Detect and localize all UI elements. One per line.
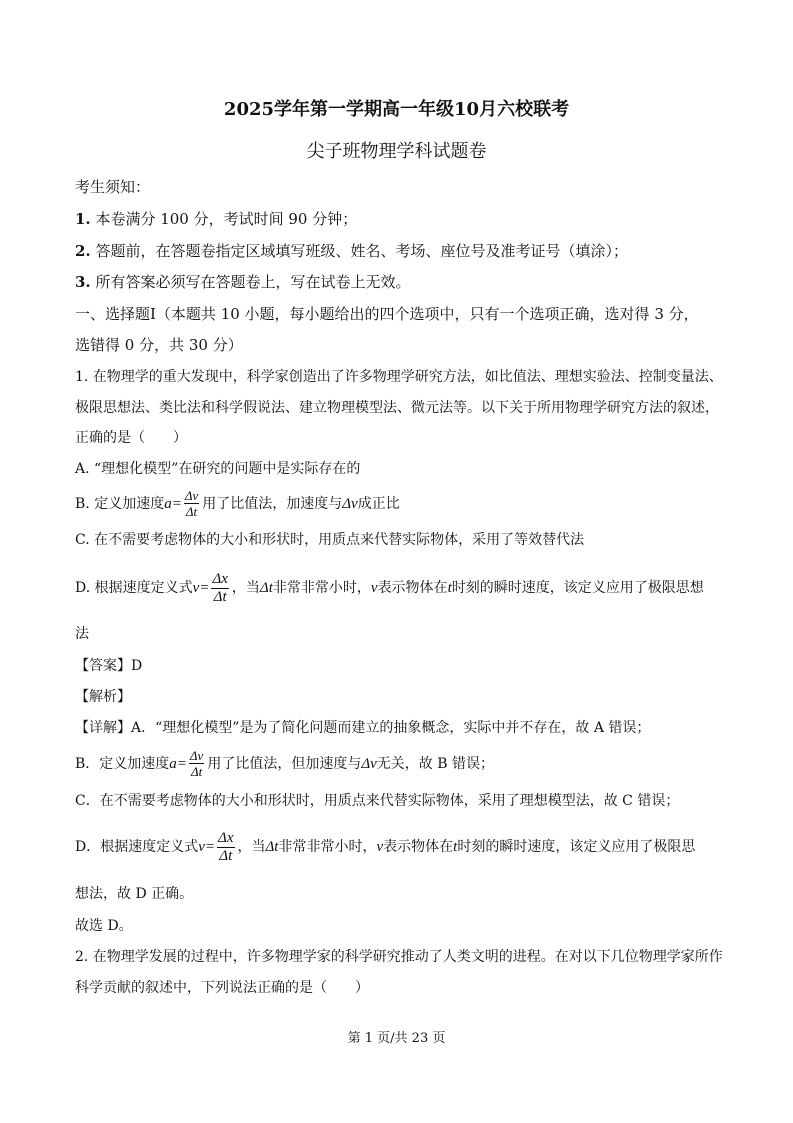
fraction-numerator: Δx xyxy=(218,829,234,846)
fraction-numerator: Δx xyxy=(212,570,228,587)
q1-detail-b-middle: 用了比值法，但加速度与 xyxy=(207,756,362,772)
q2-stem-line2: 科学贡献的叙述中，下列说法正确的是（ ） xyxy=(75,980,369,996)
fraction-numerator: Δv xyxy=(189,748,204,763)
q1-detail-b-a: a xyxy=(169,756,177,772)
q1-option-b xyxy=(75,486,400,522)
notice-item-1 xyxy=(75,210,357,228)
q1-option-a: A. “理想化模型”在研究的问题中是实际存在的 xyxy=(75,461,361,477)
q1-analysis-label: 【解析】 xyxy=(75,689,131,705)
q2-stem-line1: 2. 在物理学发展的过程中，许多物理学家的科学研究推动了人类文明的进程。在对以下几位物理学家所作 xyxy=(75,949,723,965)
exam-subtitle: 尖子班物理学科试题卷 xyxy=(306,141,487,162)
notice-text-3: 所有答案必须写在答题卷上，写在试卷上无效。 xyxy=(95,273,411,291)
q1-detail-b-prefix: B．定义加速度 xyxy=(75,756,170,772)
fraction-denominator: Δt xyxy=(219,847,233,864)
fraction-denominator: Δt xyxy=(213,588,227,605)
section-heading-line2: 选错得 0 分，共 30 分） xyxy=(75,336,243,354)
q1-stem-line3: 正确的是（ ） xyxy=(75,430,187,446)
q1-detail-b-fraction xyxy=(189,749,204,779)
q1-option-d-line2: 法 xyxy=(75,626,89,642)
q1-detail-c: C．在不需要考虑物体的大小和形状时，用质点来代替实际物体，采用了理想模型法，故 C 错误； xyxy=(75,793,680,809)
exam-title: 2025学年第一学期高一年级10月六校联考 xyxy=(223,99,570,120)
notice-num-1: 1. xyxy=(75,210,91,228)
q1-stem-line1: 1. 在物理学的重大发现中，科学家创造出了许多物理学研究方法，如比值法、理想实验法、控制变量法、 xyxy=(75,369,723,385)
q1-option-b-middle: 用了比值法，加速度与 xyxy=(202,496,343,512)
notice-text-1: 本卷满分 100 分，考试时间 90 分钟； xyxy=(95,210,358,228)
q1-option-d-dt: Δt xyxy=(259,580,273,596)
q1-option-d-text-2: 非常非常小时， xyxy=(272,580,371,596)
q1-detail-b-suffix: 无关，故 B 错误； xyxy=(376,756,494,772)
q1-detail-d-t: t xyxy=(453,839,458,855)
q1-option-d xyxy=(75,568,704,608)
q1-detail-d-text-4: 时刻的瞬时速度，该定义应用了极限思 xyxy=(457,839,696,855)
fraction-denominator: Δt xyxy=(185,504,198,519)
notice-item-2 xyxy=(75,242,628,260)
notice-num-3: 3. xyxy=(75,273,91,291)
q1-option-b-eq: = xyxy=(171,496,182,512)
q1-option-d-t: t xyxy=(447,580,452,596)
q1-option-d-eq: = xyxy=(199,580,210,596)
q1-option-d-fraction xyxy=(211,571,228,606)
q1-detail-d-line2: 想法，故 D 正确。 xyxy=(75,886,194,902)
q1-option-d-v2: v xyxy=(370,580,378,596)
q1-answer: 【答案】D xyxy=(75,658,143,674)
q1-detail-d-text-2: 非常非常小时， xyxy=(278,839,377,855)
q1-stem-line2: 极限思想法、类比法和科学假说法、建立物理模型法、微元法等。以下关于所用物理学研究方法的叙述， xyxy=(75,400,719,416)
q1-detail-b-eq: = xyxy=(176,756,187,772)
q1-option-b-a: a xyxy=(164,496,172,512)
q1-option-d-text-4: 时刻的瞬时速度，该定义应用了极限思想 xyxy=(451,580,704,596)
q1-option-d-text-3: 表示物体在 xyxy=(377,580,448,596)
q1-option-c: C. 在不需要考虑物体的大小和形状时，用质点来代替实际物体，采用了等效替代法 xyxy=(75,532,585,548)
notice-text-2: 答题前，在答题卷指定区域填写班级、姓名、考场、座位号及准考证号（填涂）； xyxy=(95,242,628,260)
section-heading-line1: 一、选择题Ⅰ（本题共 10 小题，每小题给出的四个选项中，只有一个选项正确，选对得 3 分， xyxy=(75,305,699,323)
q1-option-d-prefix: D. 根据速度定义式 xyxy=(75,580,193,596)
q1-option-b-prefix: B. 定义加速度 xyxy=(75,496,165,512)
q1-conclusion: 故选 D。 xyxy=(75,918,133,934)
q1-detail-d-v: v xyxy=(198,839,205,855)
notice-heading: 考生须知： xyxy=(75,178,151,196)
q1-option-d-text-1: ，当 xyxy=(231,580,260,596)
q1-detail-a: 【详解】A．“理想化模型”是为了简化问题而建立的抽象概念，实际中并不存在，故 A 错误； xyxy=(75,720,651,736)
q1-detail-d-v2: v xyxy=(376,839,384,855)
q1-option-b-suffix: 成正比 xyxy=(357,496,400,512)
q1-option-b-dv: Δv xyxy=(342,496,358,512)
q1-option-b-fraction xyxy=(184,489,199,519)
q1-detail-d-dt: Δt xyxy=(265,839,279,855)
notice-item-3 xyxy=(75,273,410,291)
fraction-numerator: Δv xyxy=(184,488,199,503)
fraction-denominator: Δt xyxy=(191,764,203,779)
q1-detail-b xyxy=(75,745,494,783)
q1-detail-b-dv: Δv xyxy=(361,756,377,772)
q1-detail-d-text-3: 表示物体在 xyxy=(383,839,454,855)
q1-detail-d-prefix: D．根据速度定义式 xyxy=(75,839,199,855)
q1-option-d-v: v xyxy=(192,580,200,596)
notice-num-2: 2. xyxy=(75,242,91,260)
q1-detail-d-fraction xyxy=(217,830,234,865)
q1-detail-d-eq: = xyxy=(204,839,216,855)
q1-detail-d xyxy=(75,827,695,867)
q1-detail-d-text-1: ，当 xyxy=(237,839,266,855)
page-footer: 第 1 页/共 23 页 xyxy=(347,1031,446,1046)
